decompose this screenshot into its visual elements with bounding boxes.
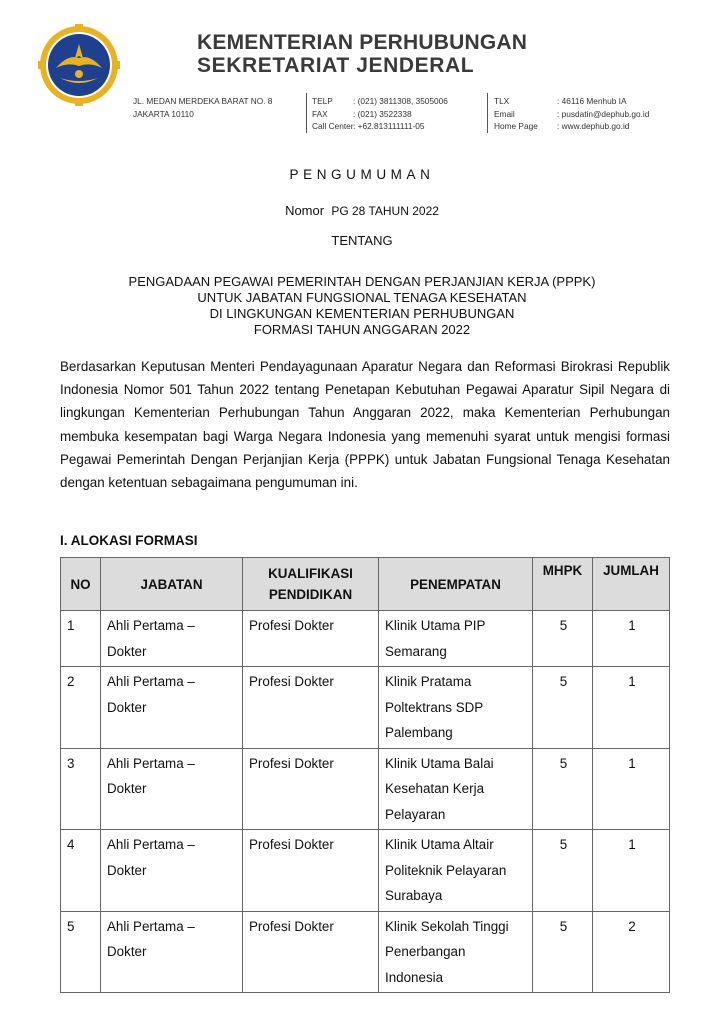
address-line: JL. MEDAN MERDEKA BARAT NO. 8 <box>133 96 273 106</box>
cell-jabatan <box>101 748 243 830</box>
header-penempatan: PENEMPATAN <box>379 558 533 611</box>
header-no: NO <box>61 558 101 611</box>
cell-penempatan <box>379 748 533 830</box>
cell-jabatan <box>101 611 243 667</box>
announcement-number <box>0 203 724 218</box>
subject-line: FORMASI TAHUN ANGGARAN 2022 <box>253 322 471 337</box>
cell-kualifikasi: Profesi Dokter <box>243 830 379 912</box>
cell-mhpk: 5 <box>533 911 593 993</box>
cell-line: Klinik Utama Balai <box>385 755 494 771</box>
cell-line: Ahli Pertama – <box>107 755 195 771</box>
formation-table <box>60 557 670 993</box>
contact-labels-right <box>494 95 538 133</box>
cell-jumlah: 1 <box>593 667 670 749</box>
cell-jabatan <box>101 911 243 993</box>
cell-line: Dokter <box>107 862 147 878</box>
cell-penempatan <box>379 830 533 912</box>
cell-jumlah: 1 <box>593 611 670 667</box>
contact-value: : +62.813111111-05 <box>353 121 425 132</box>
header-jumlah: JUMLAH <box>593 558 670 611</box>
contact-values-left <box>353 95 448 133</box>
cell-line: Indonesia <box>385 969 444 985</box>
header-divider <box>306 93 307 133</box>
cell-no: 2 <box>61 667 101 749</box>
cell-line: Kesehatan Kerja <box>385 781 485 796</box>
cell-line: Semarang <box>385 643 447 659</box>
cell-jumlah: 1 <box>593 748 670 830</box>
cell-jumlah: 1 <box>593 830 670 912</box>
table-row <box>61 911 670 993</box>
cell-mhpk: 5 <box>533 830 593 912</box>
subject-line: DI LINGKUNGAN KEMENTERIAN PERHUBUNGAN <box>209 306 515 321</box>
contact-label: Home Page <box>494 121 538 132</box>
header-kualifikasi-line: KUALIFIKASI <box>268 566 353 581</box>
cell-line: Klinik Utama PIP <box>385 618 486 633</box>
cell-jabatan <box>101 667 243 749</box>
header-mhpk: MHPK <box>533 558 593 611</box>
table-row <box>61 667 670 749</box>
address-line: JAKARTA 10110 <box>133 108 194 119</box>
cell-line: Poltektrans SDP <box>385 699 484 715</box>
cell-mhpk: 5 <box>533 667 593 749</box>
subject-line: UNTUK JABATAN FUNGSIONAL TENAGA KESEHATAN <box>197 290 527 305</box>
secretariat-name: SEKRETARIAT JENDERAL <box>197 54 475 77</box>
table-row <box>61 748 670 830</box>
table-row <box>61 611 670 667</box>
nomor-label: Nomor <box>285 203 325 218</box>
header-kualifikasi <box>243 558 379 611</box>
cell-line: Ahli Pertama – <box>107 674 195 689</box>
contact-value: : pusdatin@dephub.go.id <box>557 108 650 119</box>
header-divider <box>487 93 488 133</box>
cell-kualifikasi: Profesi Dokter <box>243 667 379 749</box>
contact-labels-left <box>312 95 354 133</box>
cell-penempatan <box>379 611 533 667</box>
tentang-heading: TENTANG <box>331 233 393 248</box>
table-header-row <box>61 558 670 611</box>
cell-mhpk: 5 <box>533 611 593 667</box>
cell-line: Klinik Sekolah Tinggi <box>385 918 509 934</box>
contact-value: : 46116 Menhub IA <box>557 96 627 106</box>
contact-value: : (021) 3522338 <box>353 108 412 119</box>
contact-label: Call Center <box>312 121 354 132</box>
cell-line: Dokter <box>107 781 147 796</box>
cell-jumlah: 2 <box>593 911 670 993</box>
cell-line: Ahli Pertama – <box>107 837 195 852</box>
cell-line: Palembang <box>385 725 453 740</box>
cell-no: 3 <box>61 748 101 830</box>
contact-label: TELP <box>312 96 333 106</box>
contact-value: : www.dephub.go.id <box>557 121 630 132</box>
ministry-name: KEMENTERIAN PERHUBUNGAN <box>197 31 528 54</box>
body-paragraph: Berdasarkan Keputusan Menteri Pendayagunaan Aparatur Negara dan Reformasi Birokrasi Republik Indonesia Nomor 501 Tahun 2022 tentang Penetapan Kebutuhan Pegawai Aparatur Sipil Negara di lingkungan Kementerian Perhubungan Tahun Anggaran 2022, maka Kementerian Perhubungan membuka kesempatan bagi Warga Negara Indonesia yang memenuhi syarat untuk mengisi formasi Pegawai Pemerintah Dengan Perjanjian Kerja (PPPK) untuk Jabatan Fungsional Tenaga Kesehatan dengan ketentuan sebagaimana pengumuman ini. <box>60 359 670 491</box>
cell-jabatan <box>101 830 243 912</box>
cell-kualifikasi: Profesi Dokter <box>243 611 379 667</box>
header-kualifikasi-line: PENDIDIKAN <box>268 587 353 602</box>
cell-no: 5 <box>61 911 101 993</box>
section-title: I. ALOKASI FORMASI <box>60 533 198 548</box>
cell-line: Dokter <box>107 699 147 715</box>
cell-line: Penerbangan <box>385 944 466 959</box>
cell-line: Klinik Pratama <box>385 674 472 689</box>
cell-line: Klinik Utama Altair <box>385 837 494 852</box>
ministry-logo <box>38 24 120 106</box>
cell-kualifikasi: Profesi Dokter <box>243 911 379 993</box>
cell-mhpk: 5 <box>533 748 593 830</box>
contact-value: : (021) 3811308, 3505006 <box>353 96 448 106</box>
header-jabatan: JABATAN <box>101 558 243 611</box>
address-block <box>133 95 272 120</box>
cell-no: 4 <box>61 830 101 912</box>
announcement-subject <box>0 274 724 338</box>
cell-line: Dokter <box>107 643 147 659</box>
cell-line: Pelayaran <box>385 806 446 822</box>
cell-penempatan <box>379 911 533 993</box>
cell-no: 1 <box>61 611 101 667</box>
nomor-value: PG 28 TAHUN 2022 <box>331 204 439 218</box>
contact-values-right <box>557 95 649 133</box>
cell-kualifikasi: Profesi Dokter <box>243 748 379 830</box>
subject-line: PENGADAAN PEGAWAI PEMERINTAH DENGAN PERJANJIAN KERJA (PPPK) <box>128 274 596 289</box>
table-row <box>61 830 670 912</box>
contact-label: FAX <box>312 108 328 119</box>
cell-line: Politeknik Pelayaran <box>385 862 507 878</box>
contact-label: TLX <box>494 96 510 106</box>
cell-line: Ahli Pertama – <box>107 618 195 633</box>
cell-line: Dokter <box>107 944 147 959</box>
cell-line: Ahli Pertama – <box>107 918 195 934</box>
announcement-title: PENGUMUMAN <box>289 167 435 182</box>
contact-label: Email <box>494 108 515 119</box>
cell-penempatan <box>379 667 533 749</box>
cell-line: Surabaya <box>385 888 443 903</box>
